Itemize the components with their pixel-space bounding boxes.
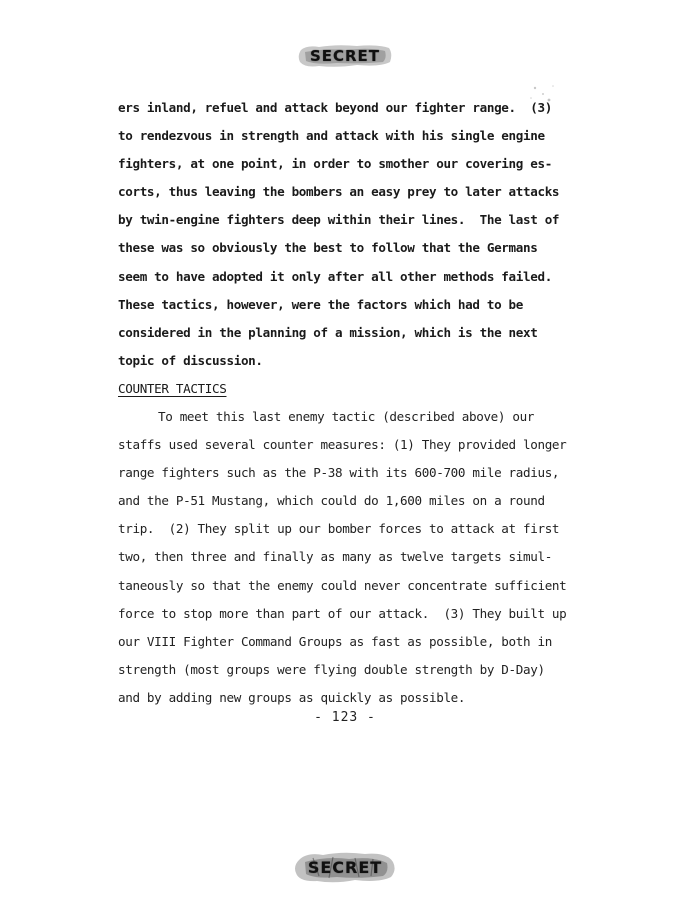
text-line: these was so obviously the best to follow that the Germans	[118, 240, 538, 256]
stamp-label: SECRET	[309, 47, 381, 65]
text-line: and the P-51 Mustang, which could do 1,600 miles on a round	[118, 493, 545, 509]
text-line: trip. (2) They split up our bomber forces to attack at first	[118, 521, 560, 537]
text-line: ers inland, refuel and attack beyond our fighter range. (3)	[118, 100, 552, 115]
page-number: - 123 -	[314, 710, 376, 725]
text-line: corts, thus leaving the bombers an easy prey to later attacks	[118, 184, 560, 200]
text-line: range fighters such as the P-38 with its 600-700 mile radius,	[118, 465, 560, 481]
text-line: force to stop more than part of our attack. (3) They built up	[118, 605, 567, 621]
classification-stamp-bottom	[293, 850, 397, 884]
text-line: our VIII Fighter Command Groups as fast as possible, both in	[118, 633, 552, 649]
text-line: fighters, at one point, in order to smother our covering es-	[118, 156, 552, 172]
text-line: To meet this last enemy tactic (described above) our	[158, 408, 535, 424]
text-line: staffs used several counter measures: (1) They provided longer	[118, 437, 567, 453]
text-line: taneously so that the enemy could never concentrate sufficient	[118, 577, 567, 593]
text-line: to rendezvous in strength and attack with his single engine	[118, 128, 545, 144]
text-line: and by adding new groups as quickly as possible.	[118, 689, 466, 705]
text-line: These tactics, however, were the factors which had to be	[118, 296, 523, 312]
section-heading-text: COUNTER TACTICS	[118, 380, 227, 396]
text-line: strength (most groups were flying double strength by D-Day)	[118, 661, 545, 677]
text-line: topic of discussion.	[118, 352, 263, 368]
section-heading	[118, 375, 578, 403]
stamp-label: SECRET	[307, 857, 383, 877]
text-line: considered in the planning of a mission, which is the next	[118, 324, 538, 340]
text-line: seem to have adopted it only after all other methods failed.	[118, 268, 552, 284]
text-line: two, then three and finally as many as twelve targets simul-	[118, 549, 552, 565]
classification-stamp-top	[297, 44, 393, 68]
text-line: by twin-engine fighters deep within their lines. The last of	[118, 212, 560, 228]
document-body	[118, 94, 578, 712]
